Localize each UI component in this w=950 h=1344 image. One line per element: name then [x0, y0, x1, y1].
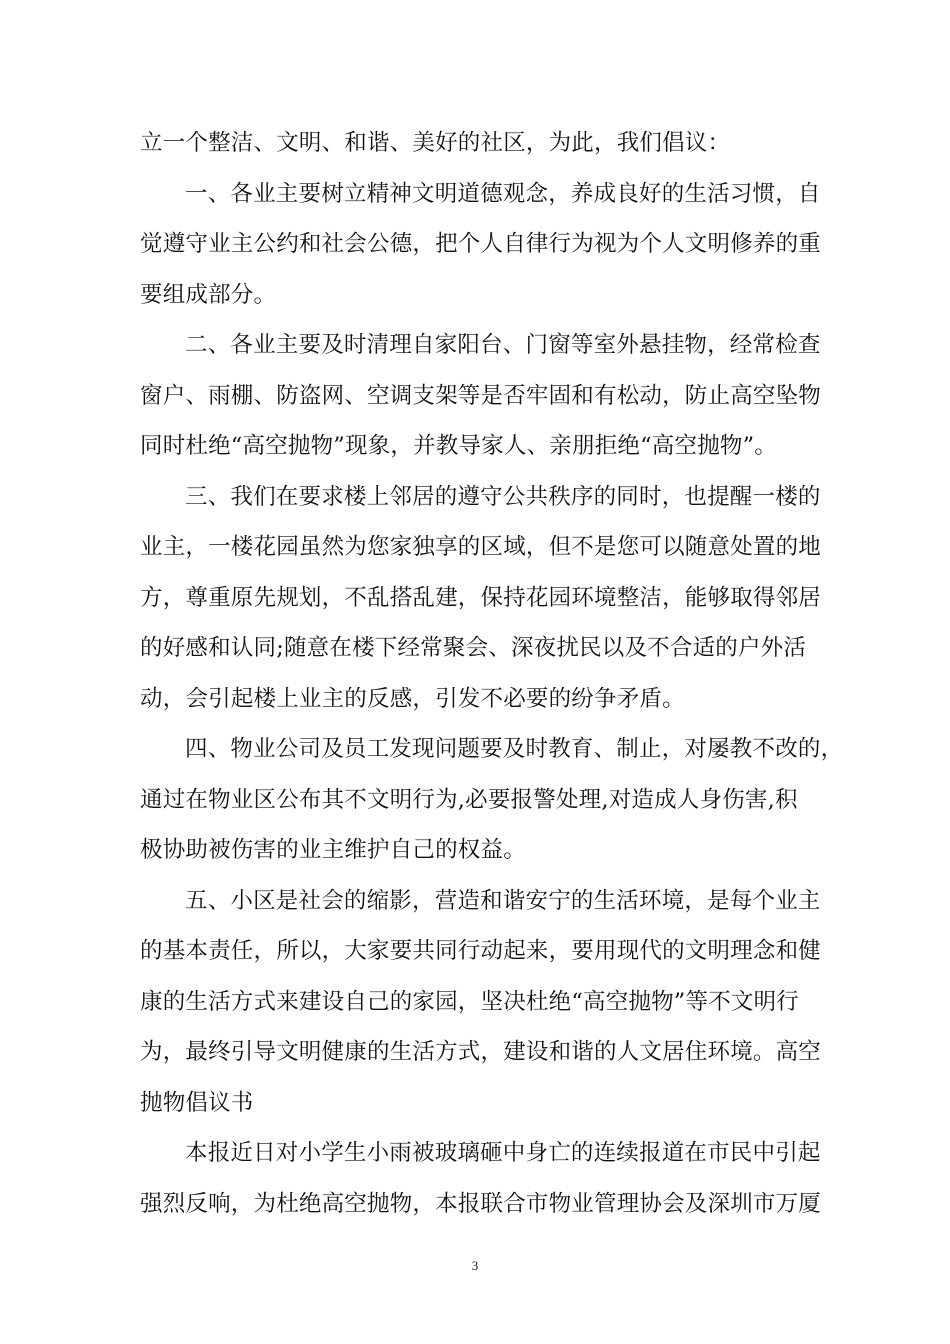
text-line: 抛物倡议书	[140, 1089, 254, 1116]
text-line: 的基本责任，所以，大家要共同行动起来，要用现代的文明理念和健	[140, 938, 822, 964]
text-line: 五、小区是社会的缩影，营造和谐安宁的生活环境，是每个业主	[185, 887, 821, 914]
text-line: 方，尊重原先规划，不乱搭乱建，保持花园环境整洁，能够取得邻居	[140, 584, 822, 611]
text-line: 通过在物业区公布其不文明行为,必要报警处理,对造成人身伤害,积	[140, 786, 798, 813]
text-line: 三、我们在要求楼上邻居的遵守公共秩序的同时，也提醒一楼的	[185, 483, 821, 510]
text-line: 的好感和认同;随意在楼下经常聚会、深夜扰民以及不合适的户外活	[140, 635, 807, 661]
text-line: 业主，一楼花园虽然为您家独享的区域，但不是您可以随意处置的地	[140, 534, 822, 560]
body-text	[140, 118, 844, 1229]
page-number: 3	[471, 1258, 479, 1273]
text-line: 觉遵守业主公约和社会公德，把个人自律行为视为个人文明修养的重	[140, 231, 822, 257]
text-line: 立一个整洁、文明、和谐、美好的社区，为此，我们倡议：	[140, 130, 731, 156]
text-line: 一、各业主要树立精神文明道德观念，养成良好的生活习惯，自	[185, 180, 821, 207]
text-line: 二、各业主要及时清理自家阳台、门窗等室外悬挂物，经常检查	[185, 332, 821, 358]
text-line: 为，最终引导文明健康的生活方式，建设和谐的人文居住环境。高空	[140, 1039, 822, 1065]
text-line: 同时杜绝“高空抛物”现象，并教导家人、亲朋拒绝“高空抛物”。	[140, 433, 778, 459]
text-line: 强烈反响，为杜绝高空抛物，本报联合市物业管理协会及深圳市万厦	[140, 1190, 822, 1217]
text-line: 窗户、雨棚、防盗网、空调支架等是否牢固和有松动，防止高空坠物	[140, 382, 822, 409]
text-line: 本报近日对小学生小雨被玻璃砸中身亡的连续报道在市民中引起	[185, 1140, 821, 1166]
text-line: 康的生活方式来建设自己的家园，坚决杜绝“高空抛物”等不文明行	[140, 988, 800, 1015]
text-line: 要组成部分。	[140, 281, 277, 308]
text-line: 动，会引起楼上业主的反感，引发不必要的纷争矛盾。	[140, 685, 685, 712]
text-line: 四、物业公司及员工发现问题要及时教育、制止，对屡教不改的，	[185, 736, 844, 762]
text-line: 极协助被伤害的业主维护自己的权益。	[140, 837, 526, 863]
